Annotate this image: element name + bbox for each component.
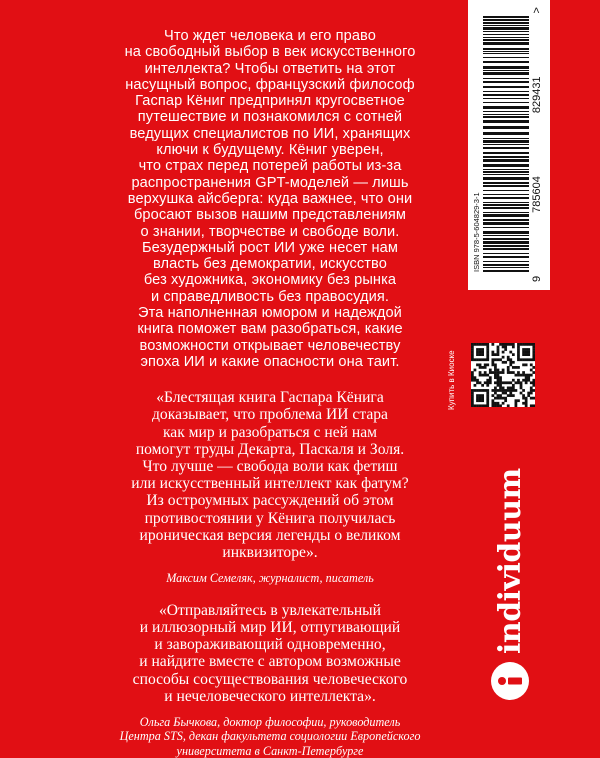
text-line: или искусственный интеллект как фатум? — [131, 475, 409, 493]
text-line: помогут труды Декарта, Паскаля и Золя. — [135, 440, 405, 458]
review-attribution-1 — [100, 571, 440, 586]
text-line: ироническая версия легенды о великом — [139, 526, 401, 544]
isbn-barcode-block — [468, 0, 550, 290]
review-quote-1 — [100, 389, 440, 561]
qr-caption: Купить в Киоске — [447, 350, 456, 410]
text-line: без художника, экономику без рынка — [143, 272, 397, 289]
isbn-digit-group: 829431 — [531, 76, 543, 114]
text-line: и найдите вместе с автором возможные — [139, 653, 401, 671]
text-line: как мир и разобраться с ней нам — [162, 423, 378, 441]
text-line: путешествие и познакомился с сотней — [137, 109, 403, 126]
text-line: что страх перед потерей работы из-за — [138, 158, 402, 175]
text-line: интеллекта? Чтобы ответить на этот — [144, 60, 396, 77]
text-line: университета в Санкт-Петербурге — [176, 743, 364, 758]
text-line: книга поможет вам разобраться, какие — [137, 321, 403, 338]
isbn-digit-group: 9 — [531, 275, 543, 282]
text-line: Гаспар Кёниг предпринял кругосветное — [135, 93, 405, 110]
text-line: Центра STS, декан факультета социологии Европейского — [119, 729, 421, 744]
text-line: о знании, творчестве и свободе воли. — [140, 223, 400, 240]
qr-code-icon[interactable] — [471, 343, 535, 407]
text-line: и иллюзорный мир ИИ, отпугивающий — [139, 618, 401, 636]
text-line: Эта наполненная юмором и надеждой — [138, 305, 402, 322]
barcode-icon — [483, 12, 529, 272]
text-line: Что ждет человека и его право — [164, 28, 376, 44]
text-line: Максим Семеляк, журналист, писатель — [166, 571, 374, 586]
text-line: Что лучше — свобода воли как фетиш — [142, 458, 398, 476]
isbn-digit-group: > — [531, 7, 543, 14]
text-line: эпоха ИИ и какие опасности она таит. — [140, 353, 400, 370]
text-line: противостоянии у Кёнига получилась — [144, 509, 396, 527]
publisher-name: individuum — [492, 468, 528, 654]
isbn-label: ISBN 978-5-604829-3-1 — [472, 192, 481, 272]
isbn-digits — [531, 7, 543, 282]
text-line: и завораживающий одновременно, — [154, 636, 386, 654]
text-line: Безудержный рост ИИ уже несет нам — [141, 239, 399, 256]
blurb-text — [100, 28, 440, 370]
text-line: насущный вопрос, французский философ — [125, 76, 415, 93]
text-line: и нечеловеческого интеллекта». — [164, 687, 376, 705]
text-line: ведущих специалистов по ИИ, хранящих — [129, 125, 411, 142]
publisher-logo — [485, 468, 535, 700]
text-column — [100, 28, 440, 758]
text-line: способы сосуществования человеческого — [132, 670, 408, 688]
text-line: «Отправляйтесь в увлекательный — [158, 601, 382, 619]
text-line: Из остроумных рассуждений об этом — [146, 492, 394, 510]
text-line: распространения GPT-моделей — лишь — [131, 174, 409, 191]
text-line: и справедливость без правосудия. — [150, 288, 390, 305]
review-quote-2 — [100, 602, 440, 705]
text-line: «Блестящая книга Гаспара Кёнига — [156, 389, 384, 407]
text-line: Ольга Бычкова, доктор философии, руководитель — [139, 714, 401, 729]
text-line: бросают вызов нашим представлениям — [133, 207, 407, 224]
text-line: на свободный выбор в век искусственного — [124, 44, 416, 61]
text-line: возможности открывает человечеству — [139, 337, 401, 354]
text-line: ключи к будущему. Кёниг уверен, — [156, 142, 384, 159]
text-line: власть без демократии, искусство — [153, 256, 387, 273]
text-line: инквизиторе». — [222, 544, 318, 562]
publisher-i-icon — [491, 662, 529, 700]
isbn-digit-group: 785604 — [531, 176, 543, 213]
review-attribution-2 — [100, 715, 440, 758]
text-line: верхушка айсберга: куда важнее, что они — [127, 190, 413, 207]
text-line: доказывает, что проблема ИИ стара — [152, 406, 388, 424]
